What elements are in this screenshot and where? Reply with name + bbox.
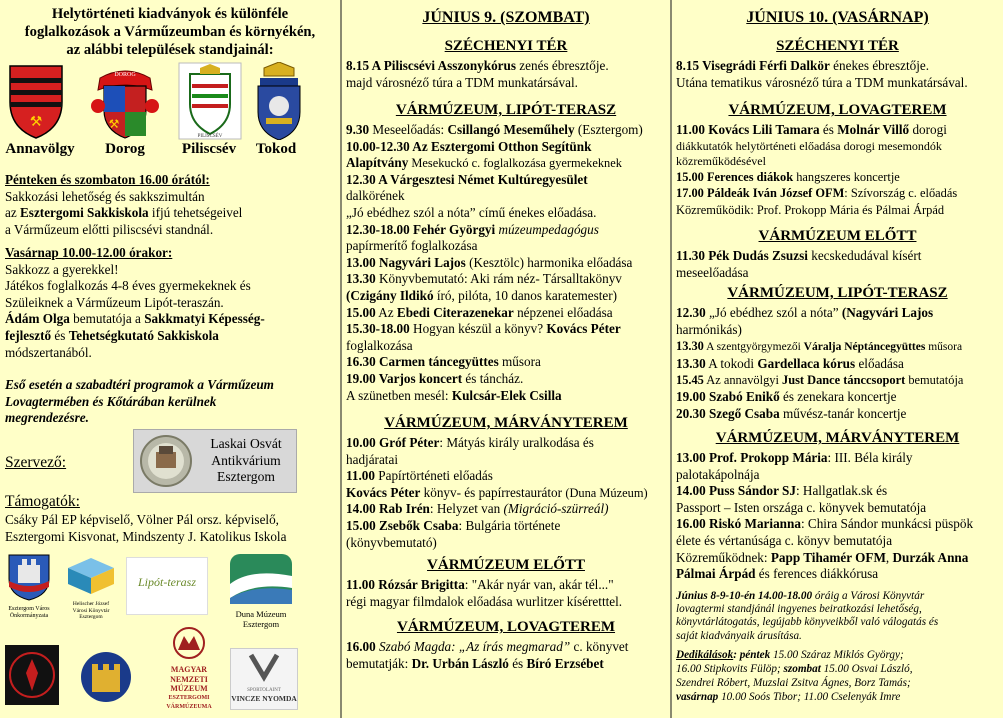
sat-f1c: régi magyar filmdalok előadása wurlitzer kíséretttel. [346, 593, 623, 609]
town-piliscsev: Piliscsév [181, 141, 237, 157]
duna-line-1: Duna Múzeum [235, 609, 287, 619]
d2-name: Váralja Néptáncegyüttes [803, 341, 926, 354]
sun-d1d: harmónikás) [676, 321, 742, 337]
mnm-line-5: VÁRMÚZEUMA [166, 704, 212, 710]
sat-lipot-e3: 12.30 A Várgesztesi Német Kultúregyesület [346, 171, 588, 187]
sun-d5 [676, 389, 1002, 406]
d3-tail: előadása [855, 355, 904, 371]
notice-line-3: könyvtárlátogatás, legújabb könyveikből való válogatás és [676, 616, 939, 629]
sun-section-marvany: VÁRMÚZEUM, MÁRVÁNYTEREM [715, 430, 960, 446]
e10-desc: műsora [498, 354, 541, 370]
l2-and: és [508, 655, 527, 671]
helischer-line-1: Helischer József [72, 601, 110, 607]
sign-line-4 [676, 690, 1002, 704]
supporters-line-2: Esztergomi Kisvonat, Mindszenty J. Katolikus Iskola [5, 528, 287, 544]
g3-name: 16.00 Riskó Marianna [676, 516, 801, 532]
m2-time: 11.00 [346, 468, 375, 484]
chess-section [5, 172, 337, 238]
sun-g3 [676, 516, 1002, 533]
esztergom-logo-line-2: Önkormányzata [9, 613, 49, 619]
dorog-crest-icon [90, 62, 160, 140]
dorog-crest-label: DOROG [114, 72, 136, 78]
sat-section-szechenyi: SZÉCHENYI TÉR [444, 38, 568, 54]
sunday-l4-bold: Sakkmatyi Képesség- [144, 311, 265, 327]
sat-section-lovagterem: VÁRMÚZEUM, LOVAGTEREM [396, 619, 616, 635]
organizer-box [133, 429, 297, 493]
library-notice [676, 590, 1002, 643]
sunday-chess-section [5, 245, 337, 361]
e2-foundation: Alapítvány [346, 155, 409, 171]
rain-line-1: Eső esetén a szabadtéri programok a Várműzeum [5, 377, 274, 392]
e5-desc: (Kesztölc) harmonika előadása [465, 254, 633, 270]
e1-time: 9.30 [346, 122, 370, 137]
sat-marvany-events [346, 435, 668, 551]
g2-name: 14.00 Puss Sándor SJ [676, 483, 796, 499]
sat-lipot-e9d: foglalkozása [346, 337, 413, 353]
intro-line-2: foglalkozások a Várműzeumban és környékén, [24, 24, 316, 40]
c1-name: 11.30 Pék Dudás Zsuzsi [676, 248, 808, 263]
rain-notice [5, 377, 337, 427]
sunday-line-5 [5, 328, 337, 345]
sun-g4 [676, 550, 1002, 567]
sun-b3c: Közreműködik: Prof. Prokopp Mária és Pálmai Árpád [676, 202, 945, 217]
l1-title: Szabó Magda: „Az írás megmarad” [375, 639, 571, 654]
notice-l1: óráig a Városi Könyvtár [812, 590, 925, 602]
piliscsev-crest-label: PILISCSÉV [197, 134, 223, 139]
sat-section-front: VÁRMÚZEUM ELŐTT [427, 557, 585, 573]
duna-logo-text [226, 609, 296, 629]
intro-text [0, 5, 340, 59]
sun-section-front: VÁRMÚZEUM ELŐTT [758, 228, 917, 244]
sun-b1 [676, 122, 1002, 139]
g4-name2: Durzák Anna [892, 549, 969, 565]
sunday-l5-a: fejlesztő [5, 327, 52, 343]
helischer-library-logo [62, 556, 120, 620]
sun-g1c: palotakápolnája [676, 466, 760, 482]
mnm-line-2: NEMZETI [170, 674, 208, 684]
a1-desc: énekes ébresztője. [829, 58, 930, 73]
sun-g2 [676, 483, 1002, 500]
m1-desc: : Mátyás király uralkodása és [439, 435, 594, 450]
sat-m5 [346, 518, 668, 535]
sat-city-tour: majd városnéző túra a TDM munkatársával. [346, 74, 578, 90]
sat-lipot-e7 [346, 288, 668, 305]
svg-text:⚒: ⚒ [108, 117, 120, 131]
notice-line-2: lovagtermi standjánál ingyenes beiratkozási lehetőség, [676, 603, 922, 616]
sun-szechenyi-events [676, 58, 1002, 91]
d2-desc: A szentgyörgymezői [703, 341, 804, 354]
antiquarium-logo-icon [137, 434, 195, 488]
b1-and: és [819, 122, 838, 137]
sat-l2 [346, 656, 668, 673]
town-annavolgy: Annavölgy [5, 141, 75, 157]
sat-m1c: hadjáratai [346, 451, 398, 467]
e8-desc: népzenei előadása [513, 304, 613, 320]
sun-g2c: Passport – Isten országa c. könyvek bemutatója [676, 499, 927, 515]
sun-d6 [676, 406, 1002, 423]
sat-lipot-e8 [346, 305, 668, 322]
signings [676, 648, 1002, 704]
rain-line-3: megrendezésre. [5, 410, 89, 426]
tokod-crest-icon [250, 62, 308, 140]
sat-wakeup-performer: A Piliscsévi Asszonykórus [369, 58, 516, 73]
sat-f1 [346, 577, 668, 594]
g1-desc: : III. Béla király [827, 450, 913, 465]
duna-line-2: Esztergom [242, 619, 280, 629]
helischer-line-2: Városi Könyvtár [72, 607, 110, 614]
d6-name: 20.30 Szegő Csaba [676, 405, 780, 421]
sunday-presenter: Ádám Olga [5, 311, 70, 327]
svg-text:⚒: ⚒ [29, 115, 43, 130]
esztergom-logo-line-1: Esztergom Város [8, 606, 50, 612]
mnm-line-4: ESZTERGOMI [168, 694, 210, 701]
g4-sep: , [885, 549, 893, 565]
sun-c1c: meseelőadása [676, 264, 749, 280]
e2-desc: Mesekuckó c. foglalkozása gyermekeknek [408, 156, 622, 171]
l2-name2: Bíró Erzsébet [526, 655, 604, 671]
vincze-printing-logo [230, 648, 298, 710]
e7-desc: író, pilóta, 10 danos karatemester) [433, 287, 618, 303]
vincze-line-1: SPORTOLAINT [247, 688, 281, 693]
sign-l2a: 16.00 Stipkovits Fülöp; [676, 663, 784, 675]
sign-heading: Dedikálások [676, 649, 734, 661]
c1-desc: kecskedudával kísért [807, 248, 922, 263]
e1-desc: Meseelőadás: [369, 122, 448, 137]
chess-school: Esztergomi Sakkiskola [20, 205, 149, 221]
mnm-logo-text [158, 665, 220, 713]
sat-lipot-e12 [346, 388, 668, 405]
l1-time: 16.00 [346, 639, 376, 654]
sat-l1 [346, 639, 668, 656]
lipot-terasz-logo [126, 557, 208, 615]
organizer-line-2: Antikvárium [211, 452, 281, 468]
sunday-line-1: Sakkozz a gyerekkel! [5, 261, 119, 277]
town-dorog: Dorog [105, 141, 145, 157]
chess-line-1: Sakkozási lehetőség és sakkszimultán [5, 188, 205, 204]
g4-tail: és ferences diákkórusa [755, 566, 879, 582]
m4-desc: : Helyzet van [429, 501, 504, 517]
m5-name: 15.00 Zsebők Csaba [346, 517, 459, 533]
d3-desc: A tokodi [705, 355, 758, 371]
sun-section-lipot: VÁRMÚZEUM, LIPÓT-TERASZ [727, 285, 948, 301]
sat-m5c: (könyvbemutató) [346, 534, 437, 550]
m3-desc: könyv- és papírrestaurátor [420, 484, 566, 500]
e6-time: 13.30 [346, 271, 376, 287]
sat-lipot-e6 [346, 271, 668, 288]
sat-lovagterem-events [346, 639, 668, 672]
d2-tail: műsora [925, 341, 963, 354]
sat-lipot-e2: 10.00-12.30 Az Esztergomi Otthon Segítünk [346, 138, 592, 154]
sunday-heading: Vasárnap 10.00-12.00 órakor: [5, 245, 173, 260]
m4-sub: (Migráció-szürreál) [503, 501, 609, 517]
d1-desc: „Jó ebédhez szól a nóta” [705, 305, 842, 320]
d4-desc: Az annavölgyi [703, 373, 783, 388]
sunday-l5-b: és [51, 327, 69, 343]
sat-m4 [346, 501, 668, 518]
m2-desc: Papírtörténeti előadás [374, 468, 493, 484]
notice-line-1 [676, 590, 1002, 603]
sun-c1 [676, 248, 1002, 265]
organizer-label: Szervező: [5, 454, 67, 471]
d3-name: Gardellaca kórus [757, 355, 856, 371]
e9-time: 15.30-18.00 [346, 321, 410, 337]
sun-d3 [676, 356, 1002, 373]
esztergom-crest-icon [4, 551, 54, 601]
d1-name: (Nagyvári Lajos [841, 305, 934, 320]
d4-tail: bemutatója [905, 373, 964, 388]
e4-role: múzeumpedagógus [495, 221, 599, 237]
e12-desc: A szünetben mesél: [346, 387, 452, 403]
esztergom-logo-text [4, 606, 54, 620]
duna-museum-logo [226, 554, 296, 634]
sign-sunday: vasárnap [676, 691, 719, 703]
e8-name: Ebedi Citerazenekar [396, 304, 514, 320]
notice-dates: Június 8-9-10-én 14.00-18.00 [676, 590, 813, 602]
sat-lipot-events [346, 122, 668, 404]
sun-front-events [676, 248, 1002, 281]
sun-marvany-events [676, 450, 1002, 583]
notice-line-4: saját kiadványaik árusítása. [676, 629, 802, 642]
printing-mark-icon [231, 649, 297, 683]
sat-lipot-e1 [346, 122, 668, 139]
e8-a: Az [375, 304, 397, 320]
b2-name: 15.00 Ferences diákok [676, 169, 794, 184]
d5-desc: és zenekara koncertje [779, 388, 897, 404]
sunday-l4-text: bemutatója a [69, 311, 145, 327]
sun-g1 [676, 450, 1002, 467]
library-cube-icon [62, 556, 120, 596]
sun-d4 [676, 372, 1002, 389]
d4-name: Just Dance tánccsoport [782, 373, 906, 388]
b1-name2: Molnár Villő [837, 122, 910, 137]
duna-wave-icon [230, 554, 292, 604]
m3-place: (Duna Múzeum) [565, 485, 648, 500]
sun-a1d: Utána tematikus városnéző túra a TDM munkatársával. [676, 74, 968, 90]
sat-lipot-e3c: „Jó ebédhez szól a nóta” című énekes előadása. [346, 204, 597, 220]
a1-name: Visegrádi Férfi Dalkör [699, 58, 830, 73]
sun-section-lovagterem: VÁRMÚZEUM, LOVAGTEREM [728, 102, 947, 118]
e1-place: (Esztergom) [574, 122, 643, 137]
supporters-list [5, 512, 340, 545]
sunday-line-4 [5, 311, 337, 328]
supporters-line-1: Csáky Pál EP képviselő, Völner Pál orsz. képviselő, [5, 512, 279, 527]
sign-l2b: 15.00 Osvai László, [820, 663, 913, 675]
sat-lipot-e3b: dalkörének [346, 188, 405, 204]
organizer-line-1: Laskai Osvát [210, 436, 282, 451]
e11-name: 19.00 Varjos koncert [346, 370, 463, 386]
g1-name: 13.00 Prof. Prokopp Mária [676, 450, 828, 465]
sunday-l5-c: Tehetségkutató Sakkiskola [68, 327, 219, 343]
b1-desc: dorogi [909, 122, 947, 137]
helischer-logo-text [62, 601, 120, 621]
sunday-line-3: Szüleiknek a Várműzeum Lipót-teraszán. [5, 294, 224, 310]
sunday-column [672, 0, 1003, 718]
d3-time: 13.30 [676, 355, 706, 371]
e11-desc: és táncház. [462, 370, 524, 386]
sun-d2 [676, 338, 1002, 356]
sat-m3 [346, 485, 668, 502]
sat-lipot-e9 [346, 321, 668, 338]
e5-name: 13.00 Nagyvári Lajos [346, 254, 466, 270]
e9-desc: Hogyan készül a könyv? [409, 321, 547, 337]
sat-front-events [346, 577, 668, 610]
sat-lipot-e2b [346, 155, 668, 172]
sun-b2 [676, 169, 1002, 186]
town-tokod: Tokod [255, 141, 297, 157]
sat-lipot-e10 [346, 354, 668, 371]
sun-a1 [676, 58, 1002, 75]
g4-name3: Pálmai Árpád [676, 566, 756, 582]
saturday-title: JÚNIUS 9. (SZOMBAT) [422, 9, 590, 26]
esztergom-logo [4, 551, 54, 617]
b1-name1: 11.00 Kovács Lili Tamara [676, 122, 820, 137]
sun-b3 [676, 185, 1002, 202]
organizer-line-3: Esztergom [217, 469, 275, 484]
national-museum-logo [158, 626, 220, 718]
chess-line-2: az Esztergomi Sakkiskola ifjú tehetségeivel [5, 205, 243, 221]
sun-d1 [676, 305, 1002, 322]
helischer-line-3: Esztergom [79, 614, 103, 620]
intro-line-3: az alábbi települések standjainál: [66, 42, 274, 58]
tourist-society-logo-icon [5, 645, 59, 705]
sat-event-wakeup [346, 58, 668, 75]
l2-name1: Dr. Urbán László [411, 655, 509, 671]
sun-b1f: közreműködésével [676, 153, 766, 168]
sat-lipot-e5 [346, 255, 668, 272]
sat-lipot-e4c: papírmerítő foglalkozása [346, 238, 478, 254]
l2-a: bemutatják: [346, 655, 412, 671]
m3-name: Kovács Péter [346, 484, 421, 500]
l1-desc: c. könyvet [570, 639, 629, 654]
d2-time: 13.30 [676, 339, 704, 354]
e6-desc: Könyvbemutató: Aki rám néz- Társalltakönyv [375, 271, 622, 287]
sun-lovagterem-events [676, 122, 1002, 218]
sunday-line-2: Játékos foglalkozás 4-8 éves gyermekeknek és [5, 278, 251, 294]
d1-time: 12.30 [676, 305, 706, 320]
rain-line-2: Lovagtermében és Kőtárában kerülnek [5, 393, 217, 409]
sat-wakeup-desc: zenés ébresztője. [516, 58, 609, 73]
g4-name1: Papp Tihamér OFM [770, 549, 886, 565]
organizer-text [198, 436, 294, 486]
mnm-line-3: MÚZEUM [170, 684, 208, 693]
sun-lipot-events [676, 305, 1002, 422]
d6-desc: művész-tanár koncertje [779, 405, 907, 421]
chess-heading: Pénteken és szombaton 16.00 órától: [5, 172, 210, 187]
sign-l4: 10.00 Soós Tibor; 11.00 Cselenyák Imre [718, 691, 901, 703]
b2-desc: hangszeres koncertje [793, 169, 900, 184]
e9-name: Kovács Péter [546, 321, 621, 337]
b3-desc: : Szívország c. előadás [844, 186, 958, 201]
d4-time: 15.45 [676, 373, 704, 388]
f1-name: 11.00 Rózsár Brigitta [346, 577, 465, 592]
sat-szechenyi-events [346, 58, 668, 91]
sat-lipot-e11 [346, 371, 668, 388]
b3-name: 17.00 Páldeák Iván József OFM [676, 186, 845, 201]
sat-lipot-e4 [346, 222, 668, 239]
saturday-column [342, 0, 670, 718]
sun-section-szechenyi: SZÉCHENYI TÉR [776, 38, 899, 54]
e4-name: 12.30-18.00 Fehér Györgyi [346, 221, 496, 237]
sign-friday: : péntek [733, 649, 771, 661]
left-column [0, 0, 340, 718]
e10-name: 16.30 Carmen táncegyüttes [346, 354, 499, 370]
e12-name: Kulcsár-Elek Csilla [451, 387, 562, 403]
piliscsev-crest-icon [178, 62, 242, 140]
sign-line-1 [676, 648, 1002, 662]
sat-m2 [346, 468, 668, 485]
sunday-line-6: módszertanából. [5, 344, 92, 360]
sun-g4b [676, 566, 1002, 583]
sunday-title: JÚNIUS 10. (VASÁRNAP) [746, 9, 929, 26]
e8-time: 15.00 [346, 304, 376, 320]
intro-line-1: Helytörténeti kiadványok és különféle [51, 6, 289, 22]
g2-desc: : Hallgatlak.sk és [795, 483, 888, 499]
sat-wakeup-time: 8.15 [346, 58, 370, 73]
m5-desc: : Bulgária története [458, 517, 561, 533]
annavolgy-crest-icon [6, 62, 66, 140]
sat-section-marvany: VÁRMÚZEUM, MÁRVÁNYTEREM [384, 415, 628, 431]
m4-name: 14.00 Rab Irén [346, 501, 430, 517]
e1-name: Csillangó Meseműhely [447, 122, 575, 137]
g3-desc: : Chira Sándor munkácsi püspök [800, 516, 974, 532]
lipot-terasz-text: Lipót-terasz [137, 575, 196, 589]
sat-section-lipot: VÁRMÚZEUM, LIPÓT-TERASZ [395, 102, 617, 118]
sign-line-2 [676, 662, 1002, 676]
sign-saturday: szombat [783, 663, 821, 675]
chess-line-3: a Várműzeum előtti piliscsévi standnál. [5, 221, 214, 237]
e7-name: (Czigány Ildikó [346, 287, 434, 303]
d5-name: 19.00 Szabó Enikő [676, 388, 780, 404]
m1-name: 10.00 Gróf Péter [346, 435, 440, 450]
fortress-logo-icon [80, 648, 132, 706]
sign-l1: 15.00 Száraz Miklós György; [770, 649, 904, 661]
sun-b1e: diákkutatók helytörténeti előadása dorogi mesemondók [676, 138, 942, 153]
museum-emblem-icon [158, 626, 220, 660]
sat-m1 [346, 435, 668, 452]
sun-g3c: élete és vértanúsága c. könyv bemutatója [676, 532, 893, 548]
supporters-label: Támogatók: [5, 493, 80, 510]
mnm-line-1: MAGYAR [170, 665, 208, 674]
g4-a: Közreműködnek: [676, 549, 771, 565]
sign-line-3: Szendrei Róbert, Muzslai Zsitva Ágnes, Borz Tamás; [676, 677, 911, 689]
f1-desc: : "Akár nyár van, akár tél..." [464, 577, 614, 592]
vincze-line-2: VINCZE NYOMDA [231, 694, 297, 703]
a1-time: 8.15 [676, 58, 700, 73]
